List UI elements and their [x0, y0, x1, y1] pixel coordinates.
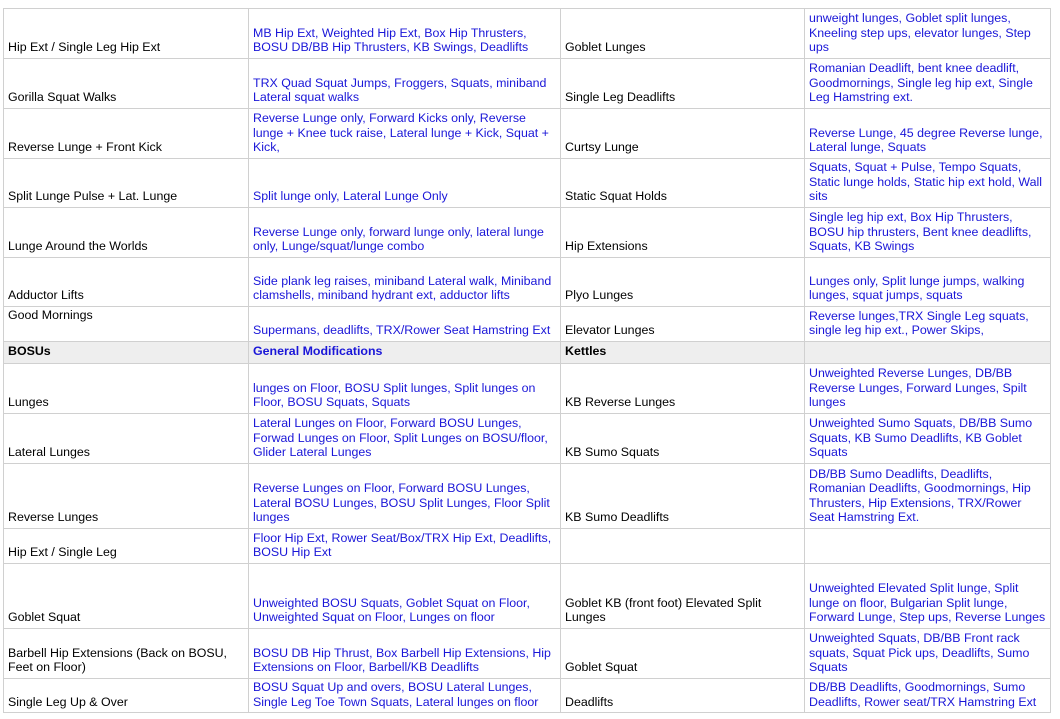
modification-cell[interactable]: Reverse lunges,TRX Single Leg squats, single leg hip ext., Power Skips, — [805, 307, 1051, 342]
exercise-cell[interactable]: KB Sumo Deadlifts — [561, 464, 805, 529]
modification-cell[interactable]: MB Hip Ext, Weighted Hip Ext, Box Hip Thrusters, BOSU DB/BB Hip Thrusters, KB Swings, Deadlifts — [249, 9, 561, 59]
section-header-empty[interactable] — [805, 342, 1051, 364]
modification-cell[interactable]: DB/BB Sumo Deadlifts, Deadlifts, Romanian Deadlifts, Goodmornings, Hip Thrusters, Hip Extensions, TRX/Rower Seat Hamstring Ext. — [805, 464, 1051, 529]
modification-cell[interactable]: TRX Quad Squat Jumps, Froggers, Squats, miniband Lateral squat walks — [249, 59, 561, 109]
table-row — [4, 9, 1051, 59]
exercise-cell[interactable]: Gorilla Squat Walks — [4, 59, 249, 109]
modifications-table — [3, 8, 1051, 713]
modification-cell[interactable]: lunges on Floor, BOSU Split lunges, Split lunges on Floor, BOSU Squats, Squats — [249, 364, 561, 414]
exercise-cell[interactable]: Hip Extensions — [561, 208, 805, 258]
modification-cell[interactable] — [805, 529, 1051, 564]
exercise-cell[interactable]: Lateral Lunges — [4, 414, 249, 464]
exercise-cell[interactable]: Reverse Lunges — [4, 464, 249, 529]
exercise-cell[interactable]: Single Leg Deadlifts — [561, 59, 805, 109]
modification-cell[interactable]: Romanian Deadlift, bent knee deadlift, Goodmornings, Single leg hip ext, Single Leg Hamstring ext. — [805, 59, 1051, 109]
modification-cell[interactable]: Single leg hip ext, Box Hip Thrusters, BOSU hip thrusters, Bent knee deadlifts, Squats, KB Swings — [805, 208, 1051, 258]
exercise-cell[interactable]: Adductor Lifts — [4, 258, 249, 307]
modification-cell[interactable]: DB/BB Deadlifts, Goodmornings, Sumo Deadlifts, Rower seat/TRX Hamstring Ext — [805, 679, 1051, 713]
exercise-cell[interactable]: Hip Ext / Single Leg Hip Ext — [4, 9, 249, 59]
exercise-cell[interactable]: Good Mornings — [4, 307, 249, 342]
modification-cell[interactable]: BOSU Squat Up and overs, BOSU Lateral Lunges, Single Leg Toe Town Squats, Lateral lunges on floor — [249, 679, 561, 713]
table-row — [4, 364, 1051, 414]
modification-cell[interactable]: unweight lunges, Goblet split lunges, Kneeling step ups, elevator lunges, Step ups — [805, 9, 1051, 59]
exercise-cell[interactable]: Goblet Lunges — [561, 9, 805, 59]
table-row — [4, 679, 1051, 713]
modification-cell[interactable]: Unweighted Reverse Lunges, DB/BB Reverse Lunges, Forward Lunges, Spilt lunges — [805, 364, 1051, 414]
modification-cell[interactable]: Floor Hip Ext, Rower Seat/Box/TRX Hip Ext, Deadlifts, BOSU Hip Ext — [249, 529, 561, 564]
table-row — [4, 208, 1051, 258]
modification-cell[interactable]: Squats, Squat + Pulse, Tempo Squats, Static lunge holds, Static hip ext hold, Wall sits — [805, 159, 1051, 208]
modification-cell[interactable]: Unweighted Sumo Squats, DB/BB Sumo Squats, KB Sumo Deadlifts, KB Goblet Squats — [805, 414, 1051, 464]
table-row — [4, 629, 1051, 679]
table-row — [4, 464, 1051, 529]
modification-cell[interactable]: Side plank leg raises, miniband Lateral walk, Miniband clamshells, miniband hydrant ext, adductor lifts — [249, 258, 561, 307]
exercise-cell[interactable]: Goblet KB (front foot) Elevated Split Lunges — [561, 564, 805, 629]
exercise-cell[interactable] — [561, 529, 805, 564]
section-header-row — [4, 342, 1051, 364]
exercise-cell[interactable]: Static Squat Holds — [561, 159, 805, 208]
modification-cell[interactable]: BOSU DB Hip Thrust, Box Barbell Hip Extensions, Hip Extensions on Floor, Barbell/KB Deadlifts — [249, 629, 561, 679]
exercise-cell[interactable]: Deadlifts — [561, 679, 805, 713]
exercise-cell[interactable]: KB Sumo Squats — [561, 414, 805, 464]
exercise-cell[interactable]: Elevator Lunges — [561, 307, 805, 342]
modification-cell[interactable]: Reverse Lunge, 45 degree Reverse lunge, Lateral lunge, Squats — [805, 109, 1051, 159]
exercise-cell[interactable]: Barbell Hip Extensions (Back on BOSU, Feet on Floor) — [4, 629, 249, 679]
exercise-cell[interactable]: Goblet Squat — [561, 629, 805, 679]
exercise-cell[interactable]: Hip Ext / Single Leg — [4, 529, 249, 564]
modification-cell[interactable]: Split lunge only, Lateral Lunge Only — [249, 159, 561, 208]
table-row — [4, 59, 1051, 109]
table-row — [4, 564, 1051, 629]
table-row — [4, 307, 1051, 342]
section-header-bosus[interactable]: BOSUs — [4, 342, 249, 364]
modification-cell[interactable]: Unweighted Elevated Split lunge, Split lunge on floor, Bulgarian Split lunge, Forward Lunge, Step ups, Reverse Lunges — [805, 564, 1051, 629]
table-row — [4, 159, 1051, 208]
modification-cell[interactable]: Lunges only, Split lunge jumps, walking lunges, squat jumps, squats — [805, 258, 1051, 307]
modification-cell[interactable]: Supermans, deadlifts, TRX/Rower Seat Hamstring Ext — [249, 307, 561, 342]
exercise-cell[interactable]: Plyo Lunges — [561, 258, 805, 307]
modification-cell[interactable]: Reverse Lunge only, Forward Kicks only, Reverse lunge + Knee tuck raise, Lateral lunge + Kick, Squat + Kick, — [249, 109, 561, 159]
section-header-kettles[interactable]: Kettles — [561, 342, 805, 364]
modification-cell[interactable]: Lateral Lunges on Floor, Forward BOSU Lunges, Forwad Lunges on Floor, Split Lunges on BOSU/floor, Glider Lateral Lunges — [249, 414, 561, 464]
table-row — [4, 109, 1051, 159]
exercise-cell[interactable]: Single Leg Up & Over — [4, 679, 249, 713]
modification-cell[interactable]: Unweighted Squats, DB/BB Front rack squats, Squat Pick ups, Deadlifts, Sumo Squats — [805, 629, 1051, 679]
modification-cell[interactable]: Unweighted BOSU Squats, Goblet Squat on Floor, Unweighted Squat on Floor, Lunges on floor — [249, 564, 561, 629]
exercise-cell[interactable]: Split Lunge Pulse + Lat. Lunge — [4, 159, 249, 208]
exercise-cell[interactable]: KB Reverse Lunges — [561, 364, 805, 414]
exercise-cell[interactable]: Curtsy Lunge — [561, 109, 805, 159]
section-header-general-modifications[interactable]: General Modifications — [249, 342, 561, 364]
exercise-cell[interactable]: Lunge Around the Worlds — [4, 208, 249, 258]
exercise-cell[interactable]: Lunges — [4, 364, 249, 414]
table-row — [4, 258, 1051, 307]
table-row — [4, 529, 1051, 564]
modification-cell[interactable]: Reverse Lunge only, forward lunge only, lateral lunge only, Lunge/squat/lunge combo — [249, 208, 561, 258]
modification-cell[interactable]: Reverse Lunges on Floor, Forward BOSU Lunges, Lateral BOSU Lunges, BOSU Split Lunges, Floor Split lunges — [249, 464, 561, 529]
exercise-cell[interactable]: Goblet Squat — [4, 564, 249, 629]
table-row — [4, 414, 1051, 464]
exercise-cell[interactable]: Reverse Lunge + Front Kick — [4, 109, 249, 159]
